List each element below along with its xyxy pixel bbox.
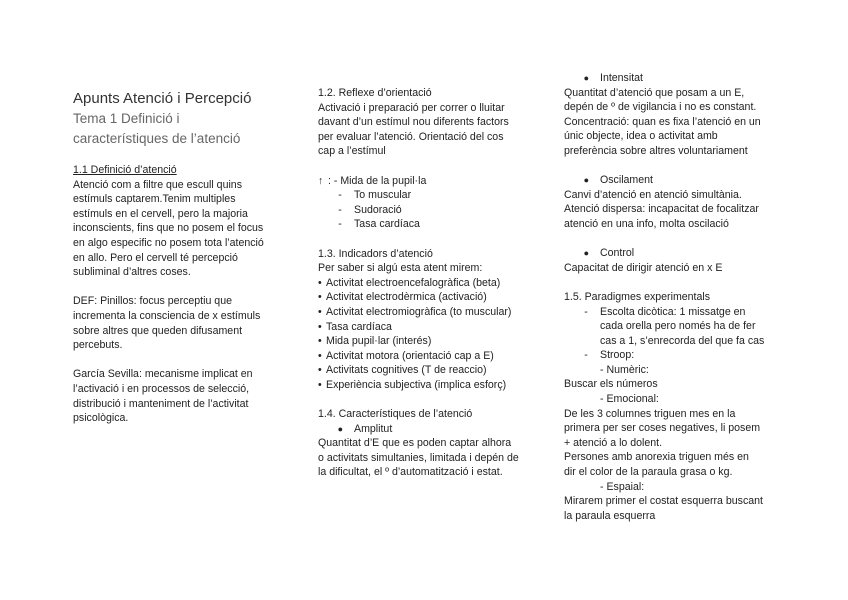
column-3 bbox=[564, 71, 779, 523]
list-item: - To muscular bbox=[338, 189, 412, 202]
text-line: estímuls en el cervell, pero la majoria bbox=[73, 207, 248, 220]
bullet-icon: ● bbox=[583, 73, 589, 83]
text-line: Capacitat de dirigir atenció en x E bbox=[564, 261, 723, 274]
sub-heading-espaial: - Espaial: bbox=[600, 480, 645, 493]
arrow-line bbox=[318, 174, 533, 189]
text-line: dir el color de la paraula grasa o kg. bbox=[564, 466, 733, 479]
doc-title: Apunts Atenció i Percepció bbox=[73, 90, 252, 107]
text-line: o activitats simultanies, limitada i depén de bbox=[318, 451, 519, 464]
text-line: únic objecte, idea o activitat amb bbox=[564, 130, 718, 143]
text-line: Quantitat d’atenció que posam a un E, bbox=[564, 86, 745, 99]
list-item: • Activitat electroencefalogràfica (beta) bbox=[318, 276, 501, 289]
intensitat-paragraph bbox=[564, 86, 779, 159]
text-line: l’activació i en processos de selecció, bbox=[73, 382, 250, 395]
list-item: • Activitat electromiogràfica (to muscular) bbox=[318, 305, 512, 318]
definicio-paragraph bbox=[73, 178, 273, 280]
list-item: • Experiència subjectiva (implica esforç) bbox=[318, 378, 507, 391]
list-item-text: Activitat electroencefalogràfica (beta) bbox=[326, 276, 501, 289]
list-item-text: Activitats cognitives (T de reaccio) bbox=[326, 364, 487, 377]
reflexe-paragraph bbox=[318, 101, 533, 159]
text-line: cada orella pero només ha de fer bbox=[600, 320, 756, 333]
amplitut-paragraph bbox=[318, 436, 533, 480]
list-item: • Activitat motora (orientació cap a E) bbox=[318, 349, 494, 362]
text-line: percebuts. bbox=[73, 339, 123, 352]
text-line: Concentració: quan es fixa l’atenció en un bbox=[564, 115, 761, 128]
text-line: primera per ser coses negatives, li posem bbox=[564, 422, 761, 435]
section-heading-caracteristiques: 1.4. Característiques de l’atenció bbox=[318, 408, 473, 421]
section-heading-paradigmes: 1.5. Paradigmes experimentals bbox=[564, 290, 711, 303]
list-item: • Mida pupil·lar (interés) bbox=[318, 335, 432, 348]
text-line: Persones amb anorexia triguen més en bbox=[564, 451, 749, 464]
indicadors-intro: Per saber si algú esta atent mirem: bbox=[318, 262, 483, 275]
bullet-label: Amplitut bbox=[354, 422, 393, 435]
bullet-amplitut bbox=[318, 422, 533, 437]
bullet-label: Oscilament bbox=[600, 174, 653, 187]
bullet-intensitat bbox=[564, 71, 779, 86]
text-line: depén de º de vigilancia i no es constant. bbox=[564, 101, 757, 114]
up-arrow-icon: ↑ bbox=[318, 174, 324, 187]
list-item-text: Tasa cardíaca bbox=[354, 218, 420, 231]
list-item-text: Escolta dicòtica: 1 missatge en bbox=[600, 305, 746, 318]
text-line: De les 3 columnes triguen mes en la bbox=[564, 407, 736, 420]
text-line: la paraula esquerra bbox=[564, 509, 656, 522]
def-pinillos-paragraph bbox=[73, 294, 273, 352]
text-line: la dificultat, el º d’automatització i estat. bbox=[318, 466, 503, 479]
column-1 bbox=[73, 89, 273, 426]
arrow-line-text: : - Mida de la pupil·la bbox=[328, 174, 427, 187]
text-line: cap a l’estímul bbox=[318, 145, 386, 158]
bullet-label: Intensitat bbox=[600, 72, 643, 84]
text-line: davant d’un estímul nou diferents factors bbox=[318, 116, 509, 129]
text-line: cas a 1, s’enrecorda del que fa cas bbox=[600, 334, 765, 347]
text-line: Atenció dispersa: incapacitat de focalitzar bbox=[564, 203, 759, 216]
column-2 bbox=[318, 86, 533, 480]
bullet-control bbox=[564, 246, 779, 261]
text-line: incrementa la consciencia de x estímuls bbox=[73, 309, 261, 322]
sub-heading-emocional: - Emocional: bbox=[600, 393, 659, 406]
section-heading-definicio: 1.1 Definició d’atenció bbox=[73, 164, 177, 176]
list-item-escolta: - Escolta dicòtica: 1 missatge en bbox=[584, 305, 746, 318]
bullet-icon: ● bbox=[337, 423, 343, 434]
list-item-text: Tasa cardíaca bbox=[326, 320, 392, 333]
list-item: • Activitats cognitives (T de reaccio) bbox=[318, 364, 487, 377]
section-heading-reflexe: 1.2. Reflexe d’orientació bbox=[318, 87, 432, 99]
bullet-icon: ● bbox=[583, 175, 589, 186]
list-item-text: Sudoració bbox=[354, 203, 402, 216]
text-line: atenció en una info, molta oscilació bbox=[564, 217, 729, 230]
text-line: DEF: Pinillos: focus perceptiu que bbox=[73, 295, 232, 308]
subtitle-line: característiques de l’atenció bbox=[73, 131, 241, 146]
subtitle-line: Tema 1 Definició i bbox=[73, 111, 180, 126]
garcia-sevilla-paragraph bbox=[73, 367, 273, 425]
text-line: sobre altres que queden difusament bbox=[73, 324, 243, 337]
text-line: subliminal d’altres coses. bbox=[73, 266, 191, 279]
text-line: Canvi d’atenció en atenció simultània. bbox=[564, 188, 742, 201]
text-line: Mirarem primer el costat esquerra buscant bbox=[564, 495, 764, 508]
text-line: Activació i preparació per correr o lluitar bbox=[318, 101, 505, 114]
text-line: en algo especific no posem tota l’atenció bbox=[73, 236, 264, 249]
text-line: Atenció com a filtre que escull quins bbox=[73, 178, 242, 191]
text-line: + atenció a lo dolent. bbox=[564, 436, 663, 449]
sub-heading-numeric: - Numèric: bbox=[600, 363, 649, 376]
text-line: per evaluar l’atenció. Orientació del cos bbox=[318, 130, 504, 143]
text-line: García Sevilla: mecanisme implicat en bbox=[73, 368, 253, 381]
list-item-text: Mida pupil·lar (interés) bbox=[326, 335, 432, 348]
list-item-text: Experiència subjectiva (implica esforç) bbox=[326, 378, 507, 391]
list-item-text: Activitat electrodèrmica (activació) bbox=[326, 291, 487, 304]
text-line: en allo. Pero el cervell té percepció bbox=[73, 251, 238, 264]
list-item-stroop: - Stroop: bbox=[584, 349, 635, 362]
text-line: Quantitat d’E que es poden captar alhora bbox=[318, 437, 512, 450]
list-item: • Activitat electrodèrmica (activació) bbox=[318, 291, 487, 304]
list-item: - Tasa cardíaca bbox=[338, 218, 420, 231]
list-item: - Sudoració bbox=[338, 203, 402, 216]
list-item-text: Activitat motora (orientació cap a E) bbox=[326, 349, 494, 362]
list-item: • Tasa cardíaca bbox=[318, 320, 392, 333]
text-line: estímuls captarem.Tenim multiples bbox=[73, 193, 236, 206]
list-item-text: Activitat electromiogràfica (to muscular) bbox=[326, 305, 512, 318]
list-item-text: Stroop: bbox=[600, 349, 635, 362]
text-line: inconscients, fins que no posem el focus bbox=[73, 222, 264, 235]
text-line: distribució i manteniment de l’activitat bbox=[73, 397, 249, 410]
oscilament-paragraph bbox=[564, 188, 779, 232]
text-line: psicològica. bbox=[73, 412, 129, 425]
text-line: Buscar els números bbox=[564, 378, 658, 391]
text-line: preferència sobre altres voluntariament bbox=[564, 144, 748, 157]
doc-subtitle bbox=[73, 109, 273, 149]
list-item-text: To muscular bbox=[354, 189, 412, 202]
bullet-icon: ● bbox=[583, 248, 589, 259]
bullet-oscilament bbox=[564, 173, 779, 188]
bullet-label: Control bbox=[600, 247, 635, 260]
section-heading-indicadors: 1.3. Indicadors d’atenció bbox=[318, 247, 433, 260]
